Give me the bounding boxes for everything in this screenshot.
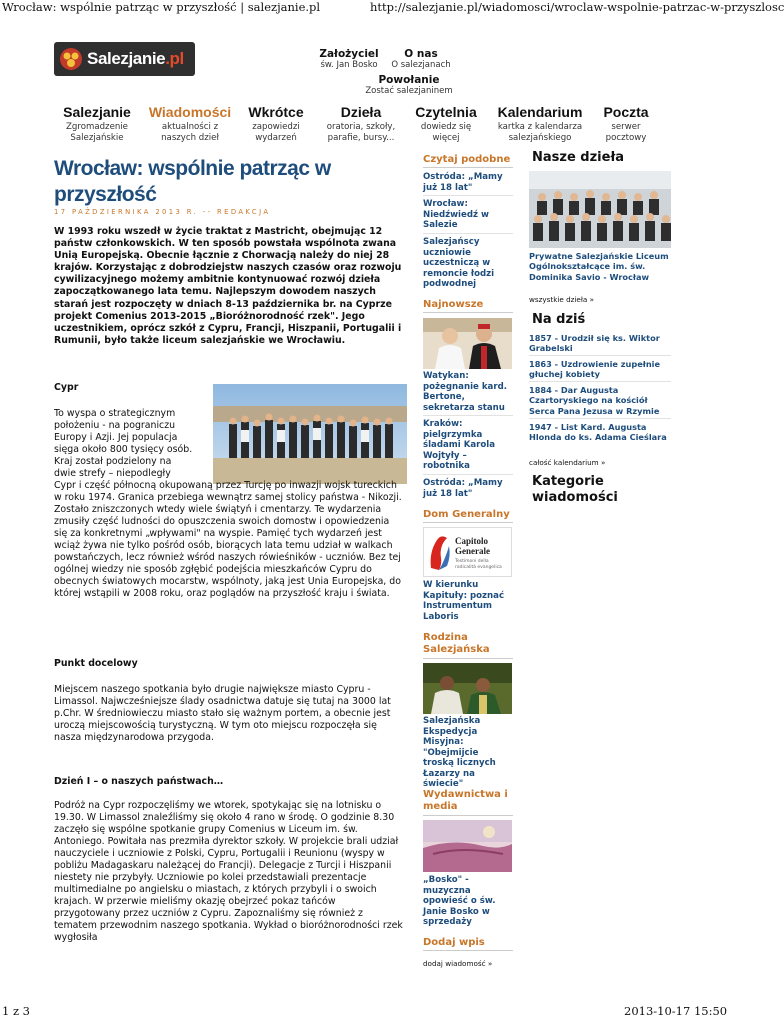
top-link-about[interactable]: O nas <box>404 48 438 60</box>
cypr-line: położeniu - na pograniczu <box>54 420 176 431</box>
nav-wkrotce-sub: zapowiedzi wydarzeń <box>252 122 300 143</box>
today-item[interactable]: 1947 - List Kard. Augusta Hlonda do ks. Adama Cieślara <box>529 422 667 443</box>
nav-wkrotce-label: Wkrótce <box>248 104 304 120</box>
nav-salezjanie-sub: Zgromadzenie Salezjańskie <box>66 122 128 143</box>
site-logo[interactable] <box>54 42 195 76</box>
family-title: Rodzina Salezjańska <box>423 632 490 655</box>
works-all-link[interactable]: wszystkie dzieła » <box>529 295 594 304</box>
cypr-wrapped-paragraph <box>54 408 192 480</box>
read-also-title: Czytaj podobne <box>423 154 511 165</box>
cypr-line: Kraj został podzielony na <box>54 456 172 467</box>
heading-day1: Dzień I – o naszych państwach… <box>54 776 224 787</box>
cypr-line: Europy i Azji. Jej populacja <box>54 432 178 443</box>
print-footer-page: 1 z 3 <box>2 1004 31 1018</box>
logo-emblem-icon <box>58 46 84 72</box>
top-link-vocation-sub: Zostać salezjaninem <box>365 86 453 96</box>
newest-link[interactable]: Ostróda: „Mamy już 18 lat" <box>423 478 503 499</box>
today-item[interactable]: 1884 - Dar Augusta Czartoryskiego na kościół Serca Pana Jezusa w Rzymie <box>529 385 660 416</box>
divider <box>529 418 671 419</box>
print-header-url: http://salezjanie.pl/wiadomosci/wroclaw-wspolnie-patrzac-w-przyszlosc <box>370 0 784 14</box>
chapter-emblem-icon <box>427 532 453 572</box>
divider <box>529 355 671 356</box>
today-item[interactable]: 1857 - Urodził się ks. Wiktor Grabelski <box>529 333 660 354</box>
nav-wiadomosci-label: Wiadomości <box>148 104 232 120</box>
nav-wiadomosci-sub: aktualności z naszych dzieł <box>161 122 219 143</box>
group-photo <box>213 384 407 484</box>
general-link[interactable]: W kierunku Kapituły: poznać Instrumentum Laboris <box>423 580 505 622</box>
newest-photo <box>423 318 512 369</box>
general-image-title: Capitolo Generale <box>455 536 490 556</box>
nav-czytelnia-sub: dowiedz się więcej <box>420 122 472 143</box>
categories-title: Kategorie wiadomości <box>532 474 618 505</box>
divider <box>423 474 513 475</box>
add-entry-link[interactable]: dodaj wiadomość » <box>423 959 493 968</box>
divider <box>423 312 513 313</box>
media-link[interactable]: „Bosko" - muzyczna opowieść o św. Janie Bosko w sprzedaży <box>423 875 496 927</box>
divider <box>423 233 513 234</box>
family-photo <box>423 663 512 714</box>
heading-cypr: Cypr <box>54 382 79 393</box>
calendar-all-link[interactable]: całość kalendarium » <box>529 458 606 467</box>
newest-link[interactable]: Watykan: pożegnanie kard. Bertone, sekretarza stanu <box>423 371 508 413</box>
article-title: Wrocław: wspólnie patrząc w przyszłość <box>54 157 331 206</box>
nav-poczta[interactable] <box>571 104 681 143</box>
general-title: Dom Generalny <box>423 509 510 520</box>
heading-goal: Punkt docelowy <box>54 658 138 669</box>
print-footer-date: 2013-10-17 15:50 <box>624 1004 728 1018</box>
read-also-link[interactable]: Wrocław: Niedźwiedź w Salezie <box>423 199 489 230</box>
family-link[interactable]: Salezjańska Ekspedycja Misyjna: "Obejmijcie troską licznych Łazarzy na świecie" <box>423 716 496 789</box>
top-link-founder[interactable]: Założyciel <box>319 48 379 60</box>
goal-paragraph: Miejscem naszego spotkania było drugie największe miasto Cypru - Limassol. Najwcześniejsze ślady osadnictwa datuje się tutaj na 3000 lat p.Chr. W średniowieczu miasto stało się ważnym portem, a obecnie jest uroczą miejscowością turystyczną. W tym oto miejscu rozpoczęła się nasza międzynarodowa przygoda. <box>54 684 391 743</box>
newest-link[interactable]: Kraków: pielgrzymka śladami Karola Wojtyły – robotnika <box>423 419 496 471</box>
cypr-line: sięga około 800 tysięcy osób. <box>54 444 193 455</box>
logo-text: Salezjanie.pl <box>87 49 184 68</box>
article-lead: W 1993 roku wszedł w życie traktat z Mastricht, obejmując 12 państw członkowskich. W ten sposób powstała wspólnota zwana Unią Europejską. Obecnie łącznie z Chorwacją należy do niej 28 krajów. Korzystając z dobrodziejstw naszych czasów oraz rozwoju cywilizacyjnego możemy ambitnie kontynuować rozwój dzieła zapoczątkowanego lata temu. Najlepszym dowodem naszych starań jest rozpoczęty w dniach 8-13 października br. na Cyprze projekt Comenius 2013-2015 „Bioróżnorodność rzek". Jego uczestnikiem, oprócz szkół z Cypru, Francji, Hiszpanii, Portugalii i Rumunii, było także liceum salezjańskie we Wrocławiu. <box>54 226 402 346</box>
general-image-subtitle: Testimoni della radicalità evangelica <box>455 559 502 570</box>
works-photo <box>529 171 671 248</box>
newest-title: Najnowsze <box>423 299 484 310</box>
today-item[interactable]: 1863 - Uzdrowienie zupełnie głuchej kobiety <box>529 359 661 380</box>
divider <box>423 167 513 168</box>
divider <box>529 381 671 382</box>
divider <box>423 415 513 416</box>
top-link-about-sub: O salezjanach <box>391 60 451 70</box>
read-also-link[interactable]: Salezjańscy uczniowie uczestniczą w remoncie łodzi podwodnej <box>423 237 495 289</box>
top-link-vocation[interactable]: Powołanie <box>378 74 440 86</box>
divider <box>423 522 513 523</box>
add-entry-title: Dodaj wpis <box>423 937 485 948</box>
print-header-title: Wrocław: wspólnie patrząc w przyszłość | salezjanie.pl <box>2 0 321 14</box>
nav-poczta-label: Poczta <box>603 104 649 120</box>
nav-dziela-label: Dzieła <box>340 104 382 120</box>
top-link-founder-sub: św. Jan Bosko <box>320 60 378 70</box>
cypr-line: To wyspa o strategicznym <box>54 408 176 419</box>
cypr-line: dwie strefy – niepodległy <box>54 468 171 479</box>
article-date: 17 PAŹDZIERNIKA 2013 R. -- REDAKCJA <box>54 208 271 216</box>
today-title: Na dziś <box>532 312 586 327</box>
nav-kalendarium-label: Kalendarium <box>497 104 583 120</box>
read-also-link[interactable]: Ostróda: „Mamy już 18 lat" <box>423 172 503 193</box>
day1-paragraph: Podróż na Cypr rozpoczęliśmy we wtorek, spotykając się na lotnisku o 19.30. W Limassol znaleźliśmy się około 4 rano w środę. O godzinie 8.30 zaczęło się wspólne spotkanie grupy Comenius w Liceum im. św. Antoniego. Powitała nas prezmiła dyrektor szkoły. W projekcie brali udział nauczyciele i uczniowie z Polski, Cypru, Portugalii i Reunionu (wyspy w pobliżu Madagaskaru należącej do Francji). Delegacje z Turcji i Hiszpanii niestety nie przybyły. Uczniowie po kolei przedstawiali prezentacje multimedialne po angielsku o miastach, z których przybyli i o swoich krajach. W przerwie mieliśmy okazję obejrzeć pokaz tańców przygotowany przez uczniów z Cypru. Zapoznaliśmy się również z tematem przewodnim naszego spotkania. Wykład o bioróżnorodności rzek wygłosiła <box>54 800 403 943</box>
nav-salezjanie-label: Salezjanie <box>63 104 131 120</box>
works-title: Nasze dzieła <box>532 150 625 165</box>
divider <box>423 950 513 951</box>
media-title: Wydawnictwa i media <box>423 789 508 812</box>
nav-dziela-sub: oratoria, szkoły, parafie, bursy... <box>326 122 396 143</box>
works-link[interactable]: Prywatne Salezjańskie Liceum Ogólnokształcące im. św. Dominika Savio - Wrocław <box>529 251 669 282</box>
media-photo <box>423 820 512 872</box>
general-image[interactable] <box>423 527 512 577</box>
divider <box>423 658 513 659</box>
divider <box>423 195 513 196</box>
nav-czytelnia-label: Czytelnia <box>415 104 477 120</box>
nav-poczta-sub: serwer pocztowy <box>605 122 647 143</box>
cypr-paragraph: Cypr i część północną okupowaną przez Turcję po inwazji wojsk tureckich w roku 1974. Granica przebiega wewnątrz samej stolicy państwa - Nikozji. Zostało zniszczonych wtedy wiele świątyń i cmentarzy. Te wydarzenia zmusiły część ludności do opuszczenia swoich domostw i opowiedzenia się za konkretnymi „wpływami" na wyspie. Pamięć tych wydarzeń jest wciąż żywa nie tylko pośród osób, biorących lata temu udział w walkach powstańczych, lecz również wśród naszych rówieśników - uczniów. Bez tej ogólnej wiedzy nie sposób zgłębić podejścia mieszkańców Cypru do obecnych światowych mocarstw, wspólnoty, jaką jest Unia Europejska, do której wstąpili w 2008 roku, oraz poglądów na przyszłość kraju i świata. <box>54 480 402 599</box>
divider <box>423 815 513 816</box>
nav-kalendarium-sub: kartka z kalendarza salezjańskiego <box>497 122 583 143</box>
